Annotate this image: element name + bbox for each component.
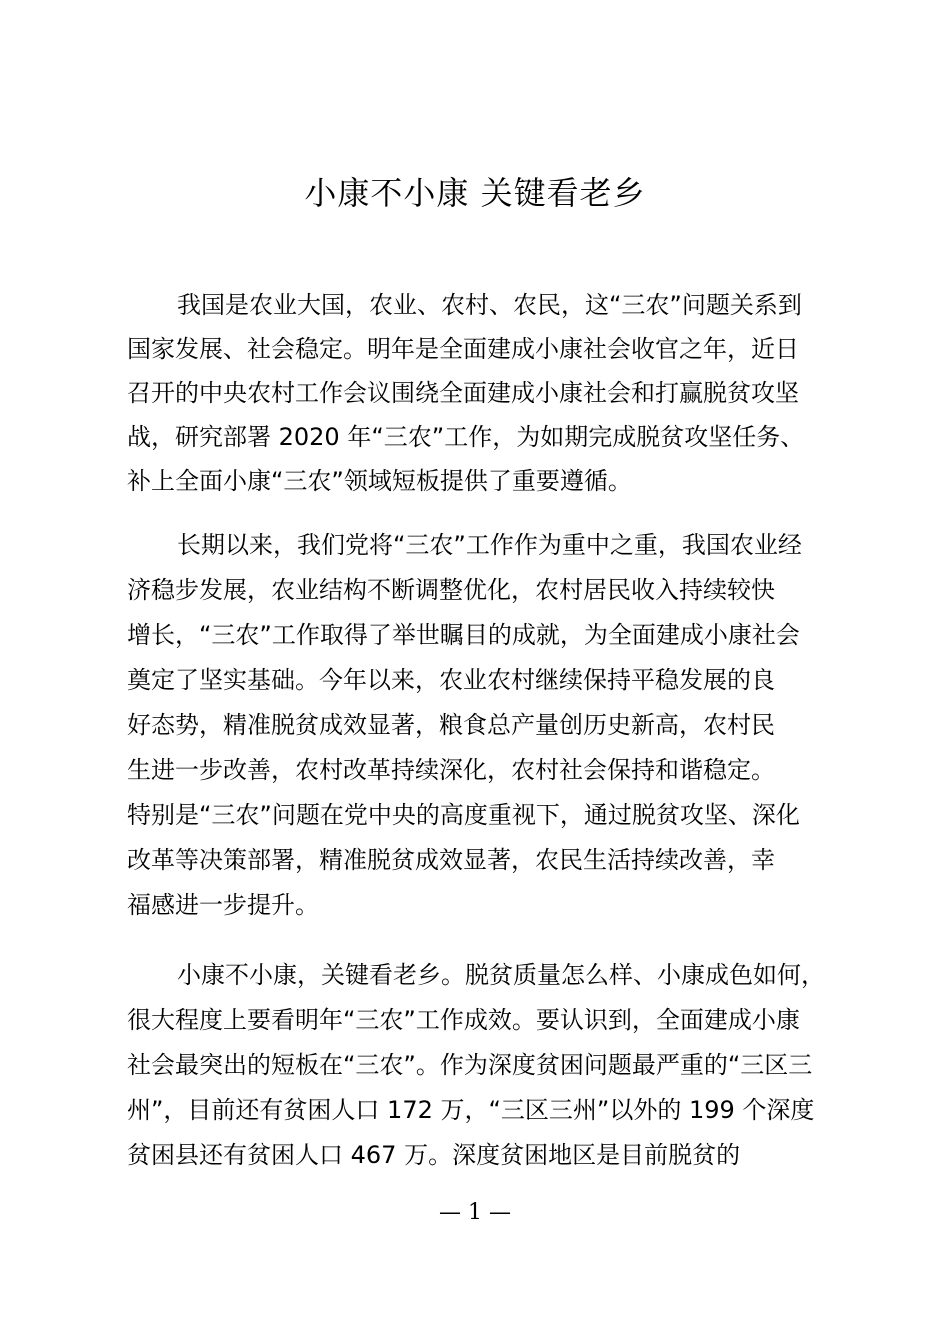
paragraph-line: 特别是“三农”问题在党中央的高度重视下，通过脱贫攻坚、深化 [127,801,800,829]
paragraph-line: 州”，目前还有贫困人口 172 万，“三区三州”以外的 199 个深度 [127,1096,815,1124]
paragraph-line: 奠定了坚实基础。今年以来，农业农村继续保持平稳发展的良 [127,666,775,694]
paragraph-line: 济稳步发展，农业结构不断调整优化，农村居民收入持续较快 [127,576,775,604]
paragraph-line: 贫困县还有贫困人口 467 万。深度贫困地区是目前脱贫的 [127,1141,741,1169]
page-number: — 1 — [439,1200,511,1225]
paragraph-line: 很大程度上要看明年“三农”工作成效。要认识到，全面建成小康 [127,1006,800,1034]
paragraph-line: 国家发展、社会稳定。明年是全面建成小康社会收官之年，近日 [127,335,799,363]
paragraph-line: 补上全面小康“三农”领域短板提供了重要遵循。 [127,467,632,495]
paragraph-line: 增长，“三农”工作取得了举世瞩目的成就，为全面建成小康社会 [127,621,800,649]
paragraph-line: 生进一步改善，农村改革持续深化，农村社会保持和谐稳定。 [127,756,775,784]
paragraph-line: 福感进一步提升。 [127,891,319,919]
paragraph-line: 战，研究部署 2020 年“三农”工作，为如期完成脱贫攻坚任务、 [127,423,805,451]
paragraph-line: 召开的中央农村工作会议围绕全面建成小康社会和打赢脱贫攻坚 [127,379,799,407]
document-title: 小康不小康 关键看老乡 [304,174,646,212]
paragraph-line: 改革等决策部署，精准脱贫成效显著，农民生活持续改善，幸 [127,846,775,874]
paragraph-line: 长期以来，我们党将“三农”工作作为重中之重，我国农业经 [177,531,802,559]
paragraph-line: 好态势，精准脱贫成效显著，粮食总产量创历史新高，农村民 [127,711,775,739]
paragraph-line: 社会最突出的短板在“三农”。作为深度贫困问题最严重的“三区三 [127,1051,813,1079]
paragraph-line: 我国是农业大国，农业、农村、农民，这“三农”问题关系到 [177,291,802,319]
paragraph-line: 小康不小康，关键看老乡。脱贫质量怎么样、小康成色如何， [177,961,825,989]
